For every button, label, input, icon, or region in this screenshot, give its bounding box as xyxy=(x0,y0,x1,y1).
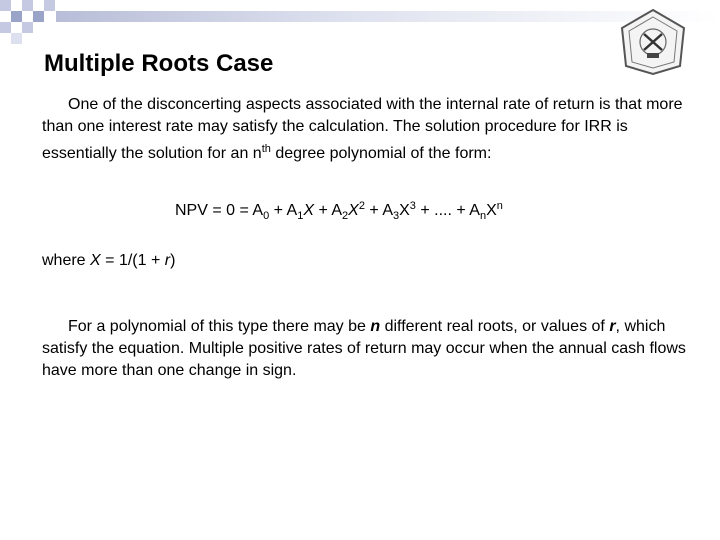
equation-lhs: NPV = 0 = xyxy=(175,202,253,219)
checkerboard-decoration xyxy=(0,0,56,44)
equation-term: $A_nX^n$ xyxy=(469,200,503,222)
intro-superscript: th xyxy=(261,143,271,155)
where-definition: where X = 1/(1 + r) xyxy=(42,252,176,269)
equation-term: $A_3X^3$ + .... + xyxy=(382,200,470,222)
roots-paragraph: For a polynomial of this type there may be n different real roots, or values of r, which satisfy the equation. Multiple positive rates of return may occur when the annual cash flows have more than one change in sign. xyxy=(42,318,686,379)
equation-term: $A_2X^2$ + xyxy=(331,200,383,222)
slide-title: Multiple Roots Case xyxy=(44,50,274,77)
university-seal-icon xyxy=(618,8,688,76)
r-variable: r xyxy=(609,318,616,335)
intro-text: One of the disconcerting aspects associated with the internal rate of return is that more than one interest rate may satisfy the calculation. The solution procedure for IRR is essentially the solution for an n xyxy=(42,96,683,162)
intro-paragraph xyxy=(42,94,692,165)
n-variable: n xyxy=(370,318,381,335)
equation-term: $A_0$ + xyxy=(252,202,287,222)
npv-equation xyxy=(175,200,503,222)
intro-text-end: degree polynomial of the form: xyxy=(270,145,492,162)
equation-term: $A_1X$ + xyxy=(286,202,332,222)
